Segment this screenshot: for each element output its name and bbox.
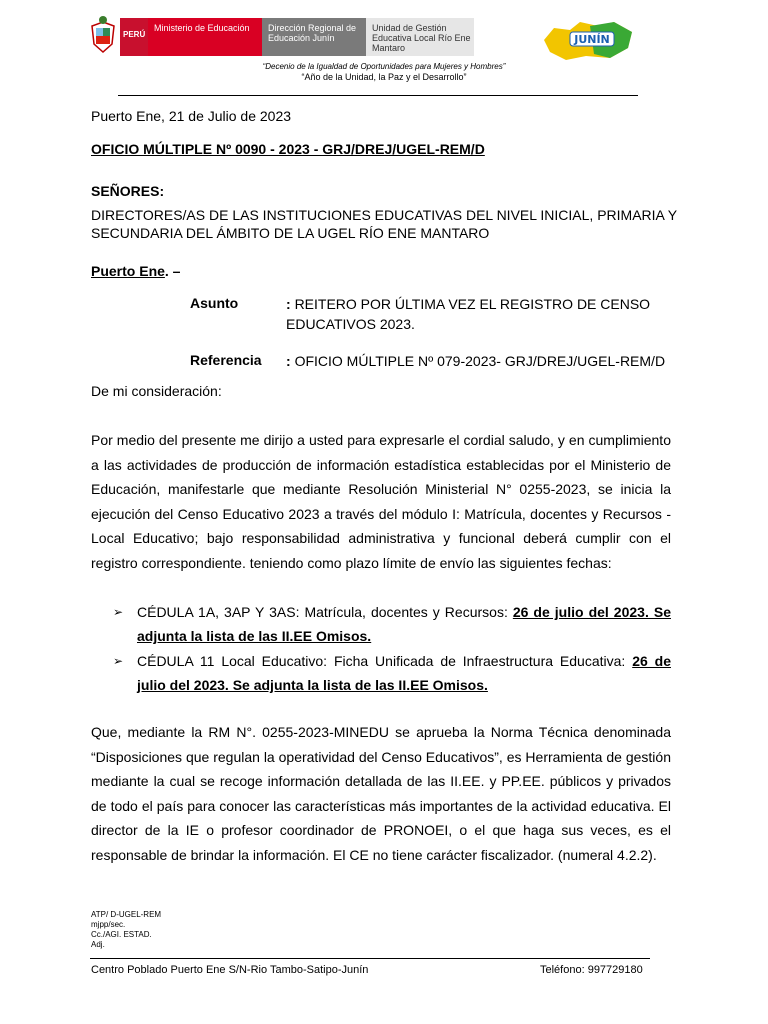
addressee: DIRECTORES/AS DE LAS INSTITUCIONES EDUCATIVAS DEL NIVEL INICIAL, PRIMARIA Y SECUNDARIA DEL ÁMBITO DE LA UGEL RÍO ENE MANTARO (91, 207, 677, 241)
drej-block: Dirección Regional de Educación Junín (262, 18, 366, 56)
place-name: Puerto Ene (91, 263, 165, 279)
referencia-value: OFICIO MÚLTIPLE Nº 079-2023- GRJ/DREJ/UGEL-REM/D (294, 353, 666, 369)
bullet-2-text: CÉDULA 11 Local Educativo: Ficha Unificada de Infraestructura Educativa: (137, 653, 633, 669)
footer-ref-2: mjpp/sec. (91, 920, 126, 929)
paragraph-1: Por medio del presente me dirijo a usted para expresarle el cordial saludo, y en cumplimiento a las actividades de producción de información estadística establecidas por el Ministerio de Educación, manifestarle que mediante Resolución Ministerial N° 0255-2023, se inicia la ejecución del Censo Educativo 2023 a través del módulo I: Matrícula, docentes y Recursos - Local Educativo; bajo responsabilidad administrativa y funcional deberá cumplir con el registro correspondiente. teniendo como plazo límite de envío las siguientes fechas: (91, 432, 671, 571)
bullet-2-deadline: 26 de julio del 2023. Se adjunta la lista de las II.EE Omisos. (137, 653, 671, 693)
referencia-colon: : (286, 353, 291, 369)
place-date: Puerto Ene, 21 de Julio de 2023 (91, 108, 292, 124)
year-slogan: “Año de la Unidad, la Paz y el Desarrollo” (301, 72, 467, 82)
arrow-bullet-icon: ➢ (113, 605, 124, 619)
bullet-1-text: CÉDULA 1A, 3AP Y 3AS: Matrícula, docentes y Recursos: (137, 604, 513, 620)
header-divider (118, 95, 638, 96)
peru-label: PERÚ (123, 30, 146, 39)
asunto-field (286, 294, 666, 334)
bullet-item-2 (113, 649, 671, 697)
peru-flag-block (120, 18, 148, 56)
senores-heading: SEÑORES: (91, 183, 165, 199)
footer-ref-1: ATP/ D-UGEL-REM (91, 910, 162, 919)
decade-slogan: “Decenio de la Igualdad de Oportunidades para Mujeres y Hombres” (262, 62, 506, 71)
asunto-value: REITERO POR ÚLTIMA VEZ EL REGISTRO DE CENSO EDUCATIVOS 2023. (286, 296, 651, 332)
greeting: De mi consideración: (91, 383, 222, 399)
footer-ref-4: Adj. (91, 940, 105, 949)
bullet-item-1 (113, 600, 671, 648)
junin-logo-text: JUNÍN (574, 33, 610, 46)
asunto-colon: : (286, 296, 291, 312)
referencia-label: Referencia (190, 352, 262, 368)
letterhead (88, 14, 688, 60)
footer-divider (90, 958, 650, 959)
footer-address: Centro Poblado Puerto Ene S/N-Rio Tambo-Satipo-Junín (91, 964, 369, 976)
bullet-1-deadline: 26 de julio del 2023. Se adjunta la lista de las II.EE Omisos. (137, 604, 671, 644)
place-line (91, 262, 180, 280)
footer-ref-3: Cc./AGI. ESTAD. (91, 930, 152, 939)
footer-phone: Teléfono: 997729180 (540, 964, 643, 976)
paragraph-2: Que, mediante la RM N°. 0255-2023-MINEDU se aprueba la Norma Técnica denominada “Disposiciones que regulan la operatividad del Censo Educativos”, es Herramienta de gestión mediante la cual se recoge información detallada de las II.EE. y PP.EE. públicos y privados de todo el país para conocer las características más importantes de la actividad educativa. El director de la IE o profesor coordinador de PRONOEI, o el que haga sus veces, es el responsable de brindar la información. El CE no tiene carácter fiscalizador. (numeral 4.2.2). (91, 724, 671, 863)
arrow-bullet-icon: ➢ (113, 654, 124, 668)
oficio-number: OFICIO MÚLTIPLE Nº 0090 - 2023 - GRJ/DREJ/UGEL-REM/D (91, 141, 485, 157)
ugel-block: Unidad de Gestión Educativa Local Río Ene Mantaro (366, 18, 474, 56)
asunto-label: Asunto (190, 295, 239, 311)
junin-logo (540, 18, 636, 62)
minedu-block: Ministerio de Educación (148, 18, 262, 56)
place-suffix: . – (164, 263, 181, 279)
coat-of-arms-icon (88, 14, 118, 56)
referencia-field (286, 351, 666, 371)
